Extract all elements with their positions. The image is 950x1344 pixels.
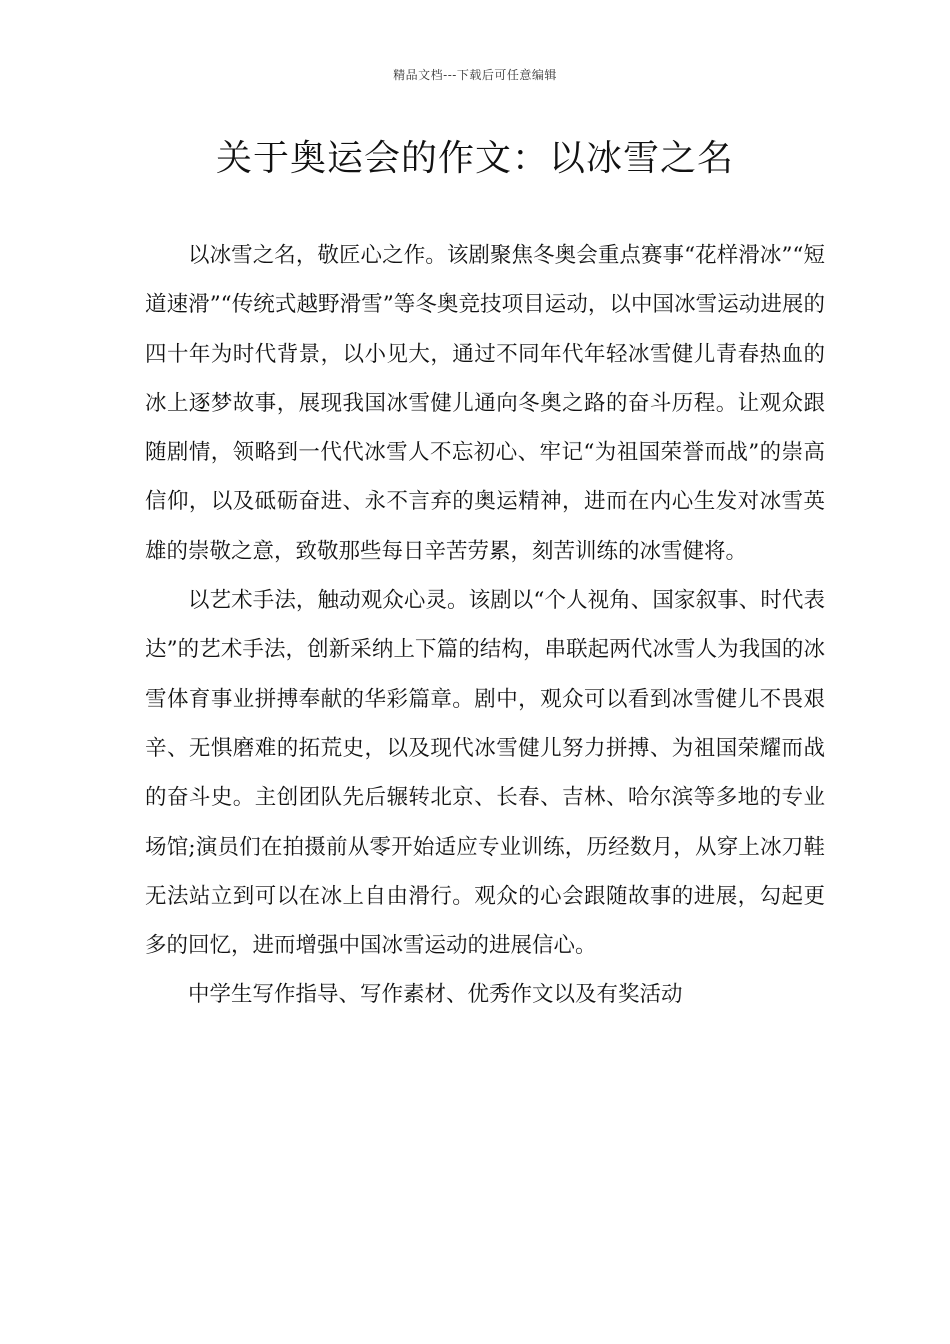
header-note: 精品文档---下载后可任意编辑 <box>393 68 557 82</box>
paragraph-1: 以冰雪之名，敬匠心之作。该剧聚焦冬奥会重点赛事“花样滑冰”“短道速滑”“传统式越野滑雪”等冬奥竞技项目运动，以中国冰雪运动进展的四十年为时代背景，以小见大，通过不同年代年轻冰雪健儿青春热血的冰上逐梦故事，展现我国冰雪健儿通向冬奥之路的奋斗历程。让观众跟随剧情，领略到一代代冰雪人不忘初心、牢记“为祖国荣誉而战”的崇高信仰，以及砥砺奋进、永不言弃的奥运精神，进而在内心生发对冰雪英雄的崇敬之意，致敬那些每日辛苦劳累，刻苦训练的冰雪健将。 <box>145 243 825 564</box>
paragraph-3: 中学生写作指导、写作素材、优秀作文以及有奖活动 <box>188 982 683 1008</box>
document-body <box>145 231 825 1020</box>
paragraph-2: 以艺术手法，触动观众心灵。该剧以“个人视角、国家叙事、时代表达”的艺术手法，创新采纳上下篇的结构，串联起两代冰雪人为我国的冰雪体育事业拼搏奉献的华彩篇章。剧中，观众可以看到冰雪健儿不畏艰辛、无惧磨难的拓荒史，以及现代冰雪健儿努力拼搏、为祖国荣耀而战的奋斗史。主创团队先后辗转北京、长春、吉林、哈尔滨等多地的专业场馆;演员们在拍摄前从零开始适应专业训练，历经数月，从穿上冰刀鞋无法站立到可以在冰上自由滑行。观众的心会跟随故事的进展，勾起更多的回忆，进而增强中国冰雪运动的进展信心。 <box>145 588 825 959</box>
document-title: 关于奥运会的作文：以冰雪之名 <box>215 138 734 179</box>
